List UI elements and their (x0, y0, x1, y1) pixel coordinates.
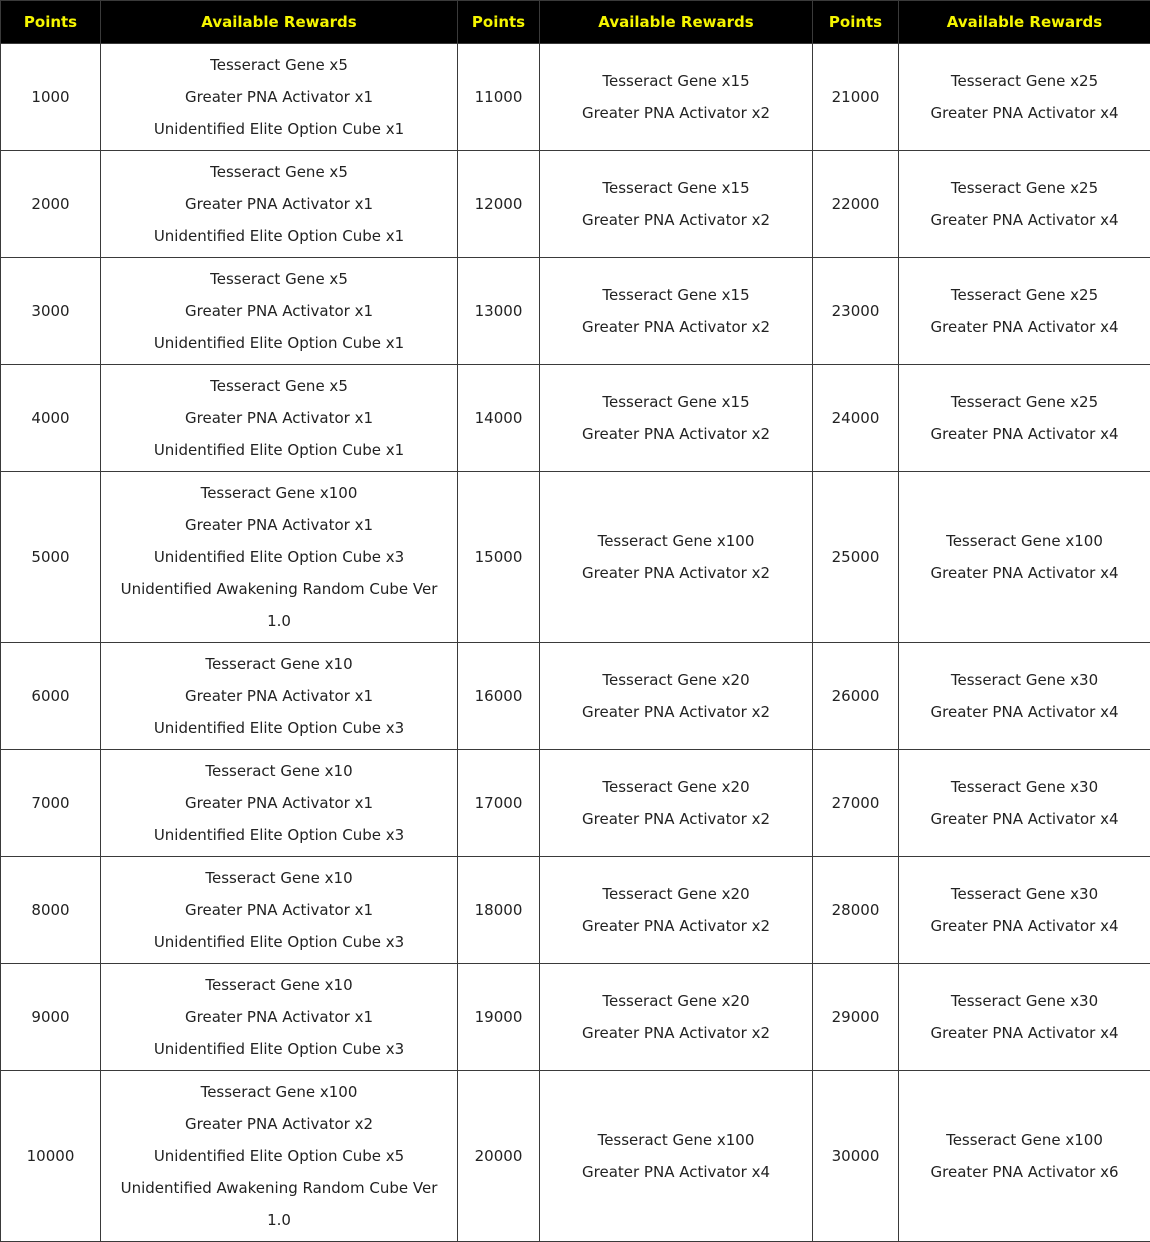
reward-item: Greater PNA Activator x6 (930, 1163, 1119, 1181)
table-row (1, 964, 1150, 1071)
points-cell: 22000 (813, 151, 899, 258)
rewards-cell (540, 643, 813, 750)
reward-item: Tesseract Gene x15 (602, 179, 750, 197)
reward-item: Greater PNA Activator x2 (582, 211, 770, 229)
points-cell: 18000 (458, 857, 540, 964)
reward-item: Greater PNA Activator x2 (185, 1115, 373, 1133)
reward-item: Tesseract Gene x25 (950, 72, 1099, 90)
points-cell: 10000 (1, 1071, 101, 1242)
reward-item: Unidentified Elite Option Cube x3 (153, 719, 405, 737)
reward-item: Unidentified Awakening Random Cube Ver (120, 580, 438, 598)
reward-item: Greater PNA Activator x1 (185, 794, 373, 812)
reward-item: Greater PNA Activator x4 (930, 1024, 1119, 1042)
reward-item: Unidentified Elite Option Cube x1 (153, 334, 405, 352)
reward-item: Tesseract Gene x100 (200, 484, 358, 502)
rewards-cell (540, 365, 813, 472)
reward-item: Tesseract Gene x15 (602, 393, 750, 411)
rewards-cell (101, 750, 458, 857)
reward-item: Tesseract Gene x30 (950, 778, 1099, 796)
reward-item: Greater PNA Activator x4 (930, 318, 1119, 336)
rewards-cell (540, 857, 813, 964)
reward-item: 1.0 (267, 612, 291, 630)
reward-item: Tesseract Gene x25 (950, 286, 1099, 304)
reward-item: Tesseract Gene x30 (950, 671, 1099, 689)
table-row (1, 472, 1150, 643)
points-cell: 26000 (813, 643, 899, 750)
points-cell: 6000 (1, 643, 101, 750)
points-cell: 20000 (458, 1071, 540, 1242)
table-row (1, 750, 1150, 857)
reward-item: Greater PNA Activator x2 (582, 1024, 770, 1042)
reward-item: Greater PNA Activator x2 (582, 425, 770, 443)
reward-item: Tesseract Gene x15 (602, 286, 750, 304)
reward-item: Tesseract Gene x10 (205, 869, 353, 887)
rewards-cell (540, 472, 813, 643)
reward-item: Unidentified Elite Option Cube x3 (153, 1040, 405, 1058)
reward-item: Unidentified Elite Option Cube x1 (153, 441, 405, 459)
reward-item: Greater PNA Activator x2 (582, 104, 770, 122)
rewards-cell (101, 964, 458, 1071)
points-cell: 1000 (1, 44, 101, 151)
reward-item: Greater PNA Activator x4 (930, 425, 1119, 443)
points-cell: 17000 (458, 750, 540, 857)
reward-item: Greater PNA Activator x4 (930, 211, 1119, 229)
rewards-cell (101, 258, 458, 365)
rewards-cell (540, 964, 813, 1071)
reward-item: Greater PNA Activator x2 (582, 564, 770, 582)
reward-item: Greater PNA Activator x1 (185, 88, 373, 106)
reward-item: Greater PNA Activator x4 (930, 564, 1119, 582)
header-row (1, 1, 1150, 44)
reward-item: Greater PNA Activator x4 (930, 104, 1119, 122)
table-row (1, 44, 1150, 151)
rewards-cell (899, 472, 1150, 643)
header-rewards-1: Available Rewards (101, 1, 458, 44)
reward-item: Tesseract Gene x25 (950, 393, 1099, 411)
table-row (1, 857, 1150, 964)
points-cell: 24000 (813, 365, 899, 472)
table-row (1, 258, 1150, 365)
points-cell: 9000 (1, 964, 101, 1071)
reward-item: Tesseract Gene x20 (602, 671, 750, 689)
points-cell: 3000 (1, 258, 101, 365)
rewards-cell (101, 1071, 458, 1242)
points-cell: 14000 (458, 365, 540, 472)
header-rewards-3: Available Rewards (899, 1, 1150, 44)
points-cell: 28000 (813, 857, 899, 964)
reward-item: Tesseract Gene x15 (602, 72, 750, 90)
points-cell: 11000 (458, 44, 540, 151)
points-cell: 13000 (458, 258, 540, 365)
reward-item: Unidentified Elite Option Cube x3 (153, 933, 405, 951)
reward-item: Greater PNA Activator x1 (185, 1008, 373, 1026)
reward-item: Greater PNA Activator x1 (185, 901, 373, 919)
rewards-cell (540, 44, 813, 151)
points-cell: 23000 (813, 258, 899, 365)
reward-item: Tesseract Gene x5 (210, 56, 348, 74)
reward-item: Greater PNA Activator x4 (930, 917, 1119, 935)
rewards-cell (101, 151, 458, 258)
reward-item: Tesseract Gene x100 (946, 1131, 1103, 1149)
rewards-cell (101, 643, 458, 750)
reward-item: Greater PNA Activator x1 (185, 195, 373, 213)
reward-item: Greater PNA Activator x2 (582, 810, 770, 828)
points-cell: 21000 (813, 44, 899, 151)
reward-item: Greater PNA Activator x2 (582, 917, 770, 935)
reward-item: Tesseract Gene x100 (597, 1131, 755, 1149)
reward-item: Greater PNA Activator x4 (930, 703, 1119, 721)
reward-item: Unidentified Elite Option Cube x3 (153, 826, 405, 844)
rewards-cell (899, 365, 1150, 472)
reward-item: Greater PNA Activator x1 (185, 687, 373, 705)
header-rewards-2: Available Rewards (540, 1, 813, 44)
reward-item: Tesseract Gene x20 (602, 885, 750, 903)
rewards-cell (540, 151, 813, 258)
rewards-cell (899, 44, 1150, 151)
reward-item: Tesseract Gene x30 (950, 992, 1099, 1010)
points-cell: 19000 (458, 964, 540, 1071)
reward-item: Tesseract Gene x30 (950, 885, 1099, 903)
points-cell: 8000 (1, 857, 101, 964)
reward-item: Tesseract Gene x100 (597, 532, 755, 550)
points-cell: 15000 (458, 472, 540, 643)
points-cell: 29000 (813, 964, 899, 1071)
reward-item: Unidentified Elite Option Cube x5 (153, 1147, 405, 1165)
rewards-cell (101, 44, 458, 151)
rewards-cell (540, 258, 813, 365)
reward-item: Tesseract Gene x10 (205, 762, 353, 780)
table-row (1, 365, 1150, 472)
reward-item: Greater PNA Activator x4 (582, 1163, 770, 1181)
reward-item: 1.0 (267, 1211, 291, 1229)
rewards-cell (101, 472, 458, 643)
points-cell: 5000 (1, 472, 101, 643)
rewards-cell (101, 365, 458, 472)
reward-item: Tesseract Gene x5 (210, 163, 348, 181)
rewards-cell (899, 1071, 1150, 1242)
points-cell: 30000 (813, 1071, 899, 1242)
rewards-cell (899, 258, 1150, 365)
points-cell: 7000 (1, 750, 101, 857)
rewards-cell (899, 857, 1150, 964)
reward-item: Tesseract Gene x100 (200, 1083, 358, 1101)
reward-item: Tesseract Gene x20 (602, 778, 750, 796)
reward-item: Tesseract Gene x10 (205, 976, 353, 994)
rewards-cell (540, 750, 813, 857)
reward-item: Tesseract Gene x5 (210, 377, 348, 395)
header-points-1: Points (1, 1, 101, 44)
table-row (1, 1071, 1150, 1242)
points-cell: 12000 (458, 151, 540, 258)
points-cell: 4000 (1, 365, 101, 472)
reward-item: Tesseract Gene x10 (205, 655, 353, 673)
reward-item: Greater PNA Activator x1 (185, 409, 373, 427)
points-cell: 16000 (458, 643, 540, 750)
points-cell: 2000 (1, 151, 101, 258)
table-row (1, 643, 1150, 750)
points-cell: 27000 (813, 750, 899, 857)
reward-item: Greater PNA Activator x1 (185, 516, 373, 534)
reward-item: Tesseract Gene x25 (950, 179, 1099, 197)
points-cell: 25000 (813, 472, 899, 643)
rewards-cell (101, 857, 458, 964)
rewards-cell (899, 151, 1150, 258)
reward-item: Unidentified Elite Option Cube x3 (153, 548, 405, 566)
rewards-cell (899, 750, 1150, 857)
rewards-cell (899, 964, 1150, 1071)
reward-item: Unidentified Elite Option Cube x1 (153, 227, 405, 245)
header-points-2: Points (458, 1, 540, 44)
reward-item: Greater PNA Activator x2 (582, 318, 770, 336)
reward-item: Tesseract Gene x20 (602, 992, 750, 1010)
reward-item: Greater PNA Activator x4 (930, 810, 1119, 828)
reward-item: Greater PNA Activator x1 (185, 302, 373, 320)
header-points-3: Points (813, 1, 899, 44)
reward-item: Tesseract Gene x100 (946, 532, 1103, 550)
rewards-cell (899, 643, 1150, 750)
table-row (1, 151, 1150, 258)
rewards-cell (540, 1071, 813, 1242)
reward-item: Tesseract Gene x5 (210, 270, 348, 288)
reward-item: Unidentified Awakening Random Cube Ver (120, 1179, 438, 1197)
reward-item: Greater PNA Activator x2 (582, 703, 770, 721)
reward-item: Unidentified Elite Option Cube x1 (153, 120, 405, 138)
